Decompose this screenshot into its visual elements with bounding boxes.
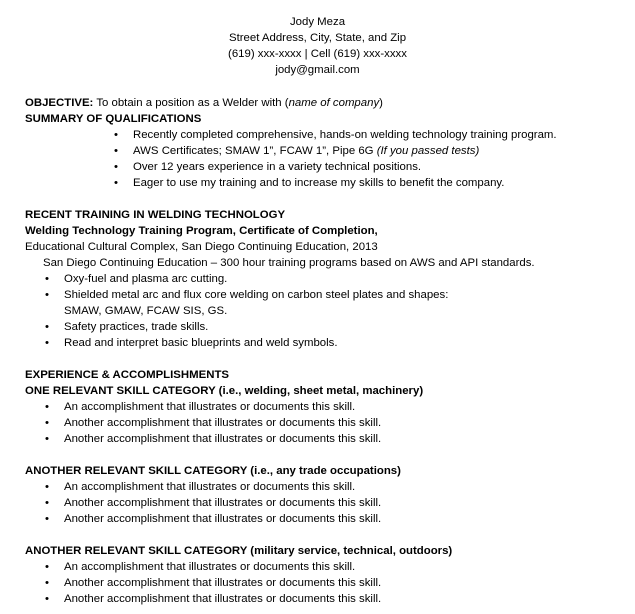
bullet-icon: • xyxy=(45,417,49,429)
accomplishment-text: Another accomplishment that illustrates or documents this skill. xyxy=(64,577,382,589)
training-item-continuation: SMAW, GMAW, FCAW SIS, GS. xyxy=(64,305,228,317)
skill-category-title: ANOTHER RELEVANT SKILL CATEGORY (i.e., any trade occupations) xyxy=(25,465,401,477)
objective-line xyxy=(25,95,383,111)
training-item-text: Read and interpret basic blueprints and weld symbols. xyxy=(64,337,338,349)
bullet-icon: • xyxy=(45,561,49,573)
summary-item-text: AWS Certificates; SMAW 1”, FCAW 1”, Pipe 6G xyxy=(133,145,377,157)
skill-category-title: ANOTHER RELEVANT SKILL CATEGORY (military service, technical, outdoors) xyxy=(25,545,453,557)
bullet-icon: • xyxy=(45,433,49,445)
training-heading: RECENT TRAINING IN WELDING TECHNOLOGY xyxy=(25,209,286,221)
bullet-icon: • xyxy=(114,177,118,189)
accomplishment-text: An accomplishment that illustrates or documents this skill. xyxy=(64,481,356,493)
accomplishment-text: Another accomplishment that illustrates or documents this skill. xyxy=(64,417,382,429)
training-program: Welding Technology Training Program, Certificate of Completion, xyxy=(25,225,378,237)
bullet-icon: • xyxy=(114,161,118,173)
summary-item-text: Recently completed comprehensive, hands-on welding technology training program. xyxy=(133,129,557,141)
objective-text: To obtain a position as a Welder with ( xyxy=(93,97,289,109)
objective-close: ) xyxy=(379,97,383,109)
summary-item-text: Eager to use my training and to increase my skills to benefit the company. xyxy=(133,177,505,189)
bullet-icon: • xyxy=(114,129,118,141)
bullet-icon: • xyxy=(45,321,49,333)
accomplishment-text: An accomplishment that illustrates or documents this skill. xyxy=(64,401,356,413)
accomplishment-text: Another accomplishment that illustrates or documents this skill. xyxy=(64,593,382,605)
bullet-icon: • xyxy=(45,577,49,589)
phone-numbers: (619) xxx-xxxx | Cell (619) xxx-xxxx xyxy=(228,48,407,60)
bullet-icon: • xyxy=(45,513,49,525)
summary-heading: SUMMARY OF QUALIFICATIONS xyxy=(25,113,202,125)
accomplishment-text: Another accomplishment that illustrates or documents this skill. xyxy=(64,433,382,445)
candidate-name: Jody Meza xyxy=(289,16,346,28)
bullet-icon: • xyxy=(45,337,49,349)
training-item-text: Shielded metal arc and flux core welding on carbon steel plates and shapes: xyxy=(64,289,449,301)
experience-heading: EXPERIENCE & ACCOMPLISHMENTS xyxy=(25,369,229,381)
bullet-icon: • xyxy=(45,593,49,605)
training-item-text: Safety practices, trade skills. xyxy=(64,321,209,333)
summary-item-note: (If you passed tests) xyxy=(376,145,480,157)
training-institution: Educational Cultural Complex, San Diego Continuing Education, 2013 xyxy=(25,241,378,253)
accomplishment-text: Another accomplishment that illustrates or documents this skill. xyxy=(64,497,382,509)
bullet-icon: • xyxy=(45,497,49,509)
bullet-icon: • xyxy=(45,273,49,285)
email-address: jody@gmail.com xyxy=(275,64,360,76)
bullet-icon: • xyxy=(45,401,49,413)
summary-item-text: Over 12 years experience in a variety technical positions. xyxy=(133,161,422,173)
bullet-icon: • xyxy=(114,145,118,157)
bullet-icon: • xyxy=(45,481,49,493)
objective-label: OBJECTIVE: xyxy=(25,97,94,109)
training-item-text: Oxy-fuel and plasma arc cutting. xyxy=(64,273,228,285)
objective-company-placeholder: name of company xyxy=(288,97,380,109)
training-description: San Diego Continuing Education – 300 hour training programs based on AWS and API standards. xyxy=(43,257,535,269)
skill-category-title: ONE RELEVANT SKILL CATEGORY (i.e., welding, sheet metal, machinery) xyxy=(25,385,424,397)
street-address: Street Address, City, State, and Zip xyxy=(228,32,407,44)
accomplishment-text: Another accomplishment that illustrates or documents this skill. xyxy=(64,513,382,525)
bullet-icon: • xyxy=(45,289,49,301)
accomplishment-text: An accomplishment that illustrates or documents this skill. xyxy=(64,561,356,573)
